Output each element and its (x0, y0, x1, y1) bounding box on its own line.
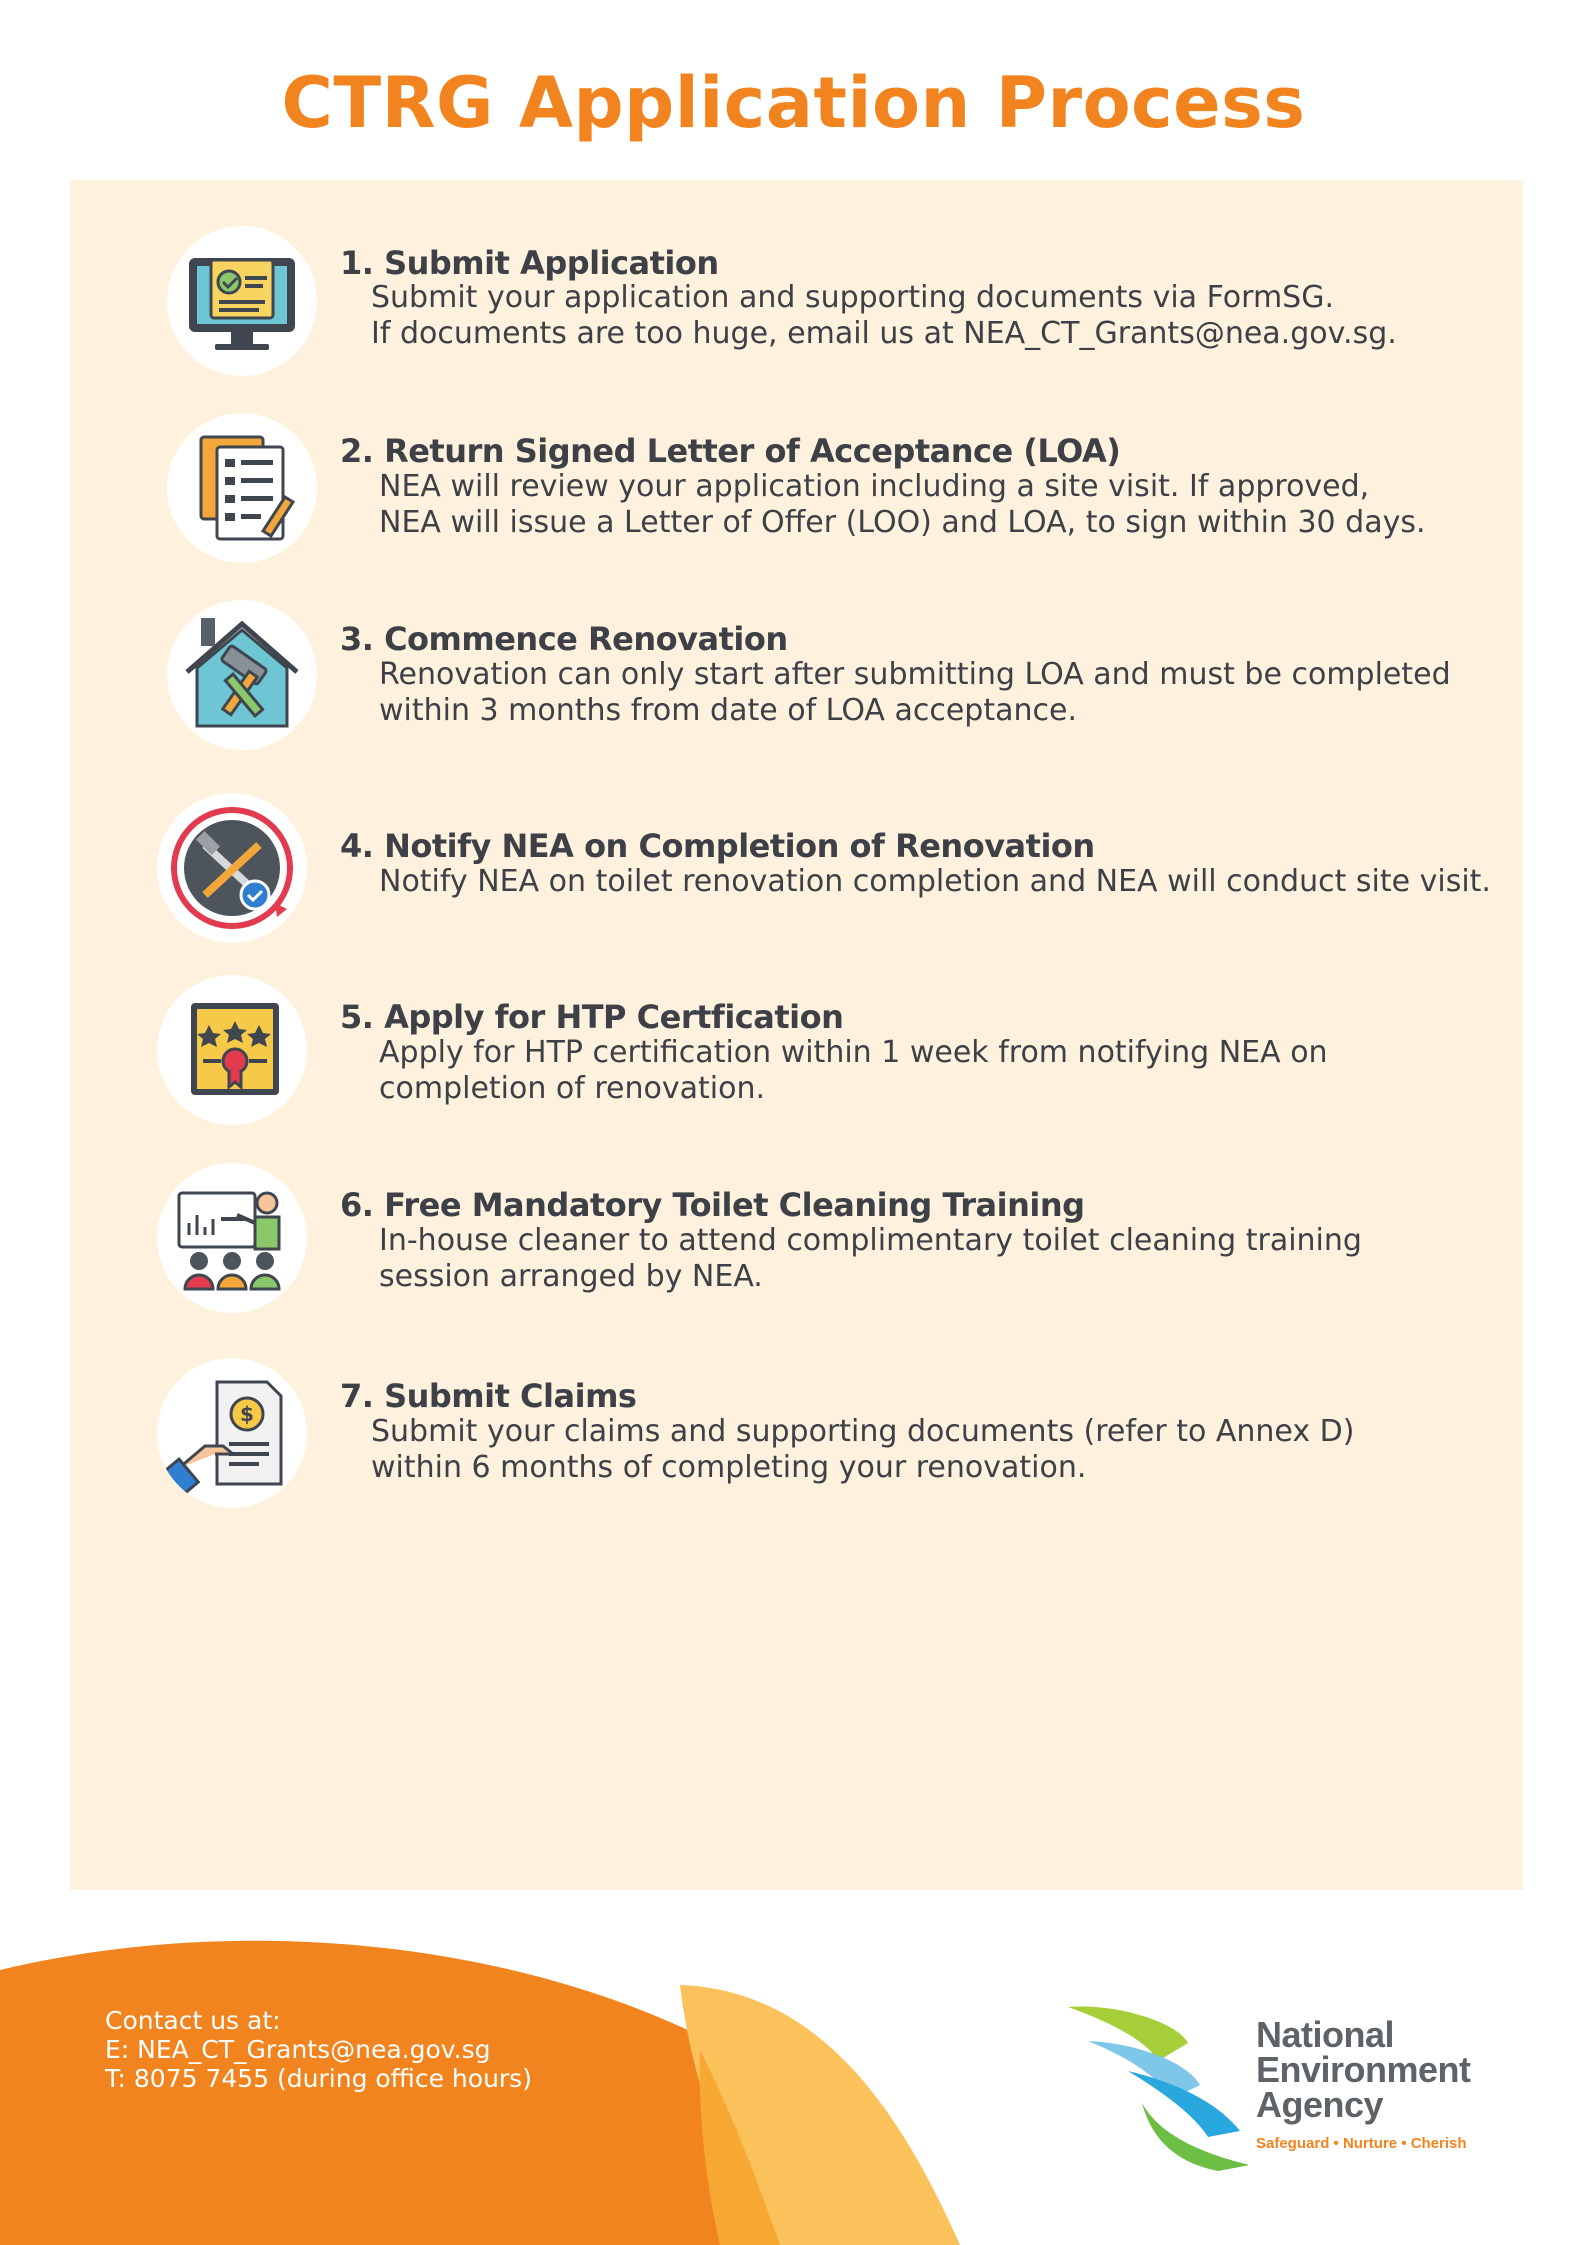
certificate-icon (157, 975, 307, 1125)
computer-application-icon (167, 226, 317, 376)
step-1-line-1: Submit your application and supporting documents via FormSG. (371, 280, 1334, 315)
step-2-title: 2. Return Signed Letter of Acceptance (LOA) (340, 432, 1121, 470)
svg-text:$: $ (240, 1402, 254, 1426)
steps-panel (70, 180, 1523, 1890)
logo-name-line-1: National (1256, 2014, 1395, 2055)
step-5-line-2: completion of renovation. (379, 1071, 766, 1106)
step-6-line-2: session arranged by NEA. (379, 1259, 763, 1294)
nea-logo-wordmark (1256, 2014, 1471, 2125)
page-title: CTRG Application Process (281, 62, 1306, 144)
step-7-title: 7. Submit Claims (340, 1377, 637, 1415)
contact-info (105, 2006, 532, 2093)
step-1-description (371, 280, 1397, 352)
contact-email: E: NEA_CT_Grants@nea.gov.sg (105, 2035, 491, 2064)
contact-phone: T: 8075 7455 (during office hours) (105, 2064, 532, 2093)
step-2-line-2: NEA will issue a Letter of Offer (LOO) and LOA, to sign within 30 days. (379, 505, 1426, 540)
contact-heading: Contact us at: (105, 2006, 281, 2035)
claim-document-icon (157, 1358, 307, 1508)
tools-complete-icon (157, 793, 307, 943)
step-1-title: 1. Submit Application (340, 244, 719, 282)
step-7-description (371, 1414, 1354, 1486)
nea-logo-mark-icon (1068, 2003, 1248, 2173)
step-4-description (379, 864, 1491, 900)
step-6-description (379, 1223, 1362, 1295)
step-5-line-1: Apply for HTP certification within 1 week from notifying NEA on (379, 1035, 1328, 1070)
logo-name-line-2: Environment (1256, 2049, 1471, 2090)
logo-name-line-3: Agency (1256, 2084, 1384, 2125)
step-7-line-1: Submit your claims and supporting documents (refer to Annex D) (371, 1414, 1355, 1449)
step-3-description (379, 657, 1451, 729)
logo-tagline: Safeguard • Nurture • Cherish (1256, 2135, 1467, 2152)
step-3-line-1: Renovation can only start after submitting LOA and must be completed (379, 657, 1451, 692)
step-3-title: 3. Commence Renovation (340, 620, 788, 658)
training-class-icon (157, 1163, 307, 1313)
step-4-title: 4. Notify NEA on Completion of Renovation (340, 827, 1095, 865)
step-7-line-2: within 6 months of completing your renovation. (371, 1450, 1087, 1485)
step-5-title: 5. Apply for HTP Certfication (340, 998, 844, 1036)
step-4-line-1: Notify NEA on toilet renovation completion and NEA will conduct site visit. (379, 864, 1491, 899)
step-3-line-2: within 3 months from date of LOA acceptance. (379, 693, 1077, 728)
document-sign-icon (167, 413, 317, 563)
step-2-description (379, 469, 1426, 541)
step-5-description (379, 1035, 1328, 1107)
step-6-line-1: In-house cleaner to attend complimentary toilet cleaning training (379, 1223, 1362, 1258)
step-2-line-1: NEA will review your application including a site visit. If approved, (379, 469, 1370, 504)
step-6-title: 6. Free Mandatory Toilet Cleaning Training (340, 1186, 1085, 1224)
house-tools-icon (167, 600, 317, 750)
step-1-line-2: If documents are too huge, email us at NEA_CT_Grants@nea.gov.sg. (371, 316, 1397, 351)
nea-logo (1068, 2003, 1488, 2173)
